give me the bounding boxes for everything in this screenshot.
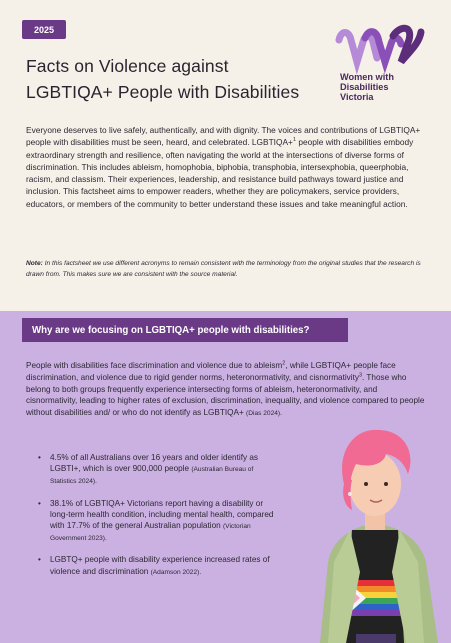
footnote-ref-2[interactable]: 2 [282,360,286,367]
intro-paragraph [26,124,428,210]
section-body-c: . Those who belong to both groups frequently experience intersecting forms of ableism, heteronormativity, and cisnormativity, leading to higher rates of exclusion, discrimination, inequality, and violence compared to people without disabilities and/ or who do not identify as LGBTIQA+ [26,372,425,418]
logo-text [340,72,394,102]
bullet-text: 38.1% of LGBTIQA+ Victorians report having a disability or long-term health condition, including mental health, compared with 17.7% of the general Australian population [50,498,274,531]
terminology-note [26,259,426,281]
person-illustration [300,422,451,643]
bullet-citation: (Australian Bureau of Statistics 2024). [50,466,254,486]
bullet-citation: (Adamson 2022). [150,568,202,576]
statistics-list [38,452,274,588]
logo-line-1: Women with [340,72,394,82]
bullet-text: 4.5% of all Australians over 16 years and older identify as LGBTI+, which is over 900,000 people [50,453,258,474]
section-citation: (Dias 2024). [246,410,282,418]
list-item [38,498,274,545]
title-line-2: LGBTIQA+ People with Disabilities [26,82,300,102]
list-item [38,554,274,577]
section-body [26,360,426,420]
note-text: In this factsheet we use different acronyms to remain consistent with the terminology from the original studies that the research is drawn from. This makes sure we are consistent with the source material. [26,260,421,278]
bullet-text: LGBTQ+ people with disability experience increased rates of violence and discrimination [50,555,270,576]
footnote-ref-3[interactable]: 3 [358,372,363,379]
list-item [38,452,274,488]
logo-line-3: Victoria [340,92,374,102]
bullet-citation: (Victorian Government 2023). [50,523,251,543]
intro-text-2: people with disabilities embody extraordinary strength and resilience, often navigating the world at the intersections of diverse forms of discrimination. This includes ableism, homophobia, biphobia, transphobia, intersexphobia, queerphobia, racism, and classism. Their experiences, leadership, and resistance build pathways toward justice and inclusion. This factsheet aims to empower readers, whether they are policymakers, service providers, educators, or members of the community to better understand these issues and take meaningful action. [26,137,414,209]
note-label: Note: [26,260,43,267]
section-body-a: People with disabilities face discrimination and violence due to ableism [26,361,283,370]
intro-text-1: Everyone deserves to live safely, authentically, and with dignity. The voices and contributions of LGBTIQA+ people with disabilities must be seen, heard, and celebrated. LGBTIQA+ [26,125,421,148]
year-badge: 2025 [22,20,66,39]
section-heading: Why are we focusing on LGBTIQA+ people with disabilities? [22,318,348,342]
page-title [26,53,326,105]
title-line-1: Facts on Violence against [26,56,229,76]
section-body-b: , while LGBTIQA+ people face discrimination, and violence due to rigid gender norms, heteronormativity, and cisnormativity [26,361,396,382]
footnote-ref-1[interactable]: 1 [292,137,296,144]
logo-line-2: Disabilities [340,82,389,92]
